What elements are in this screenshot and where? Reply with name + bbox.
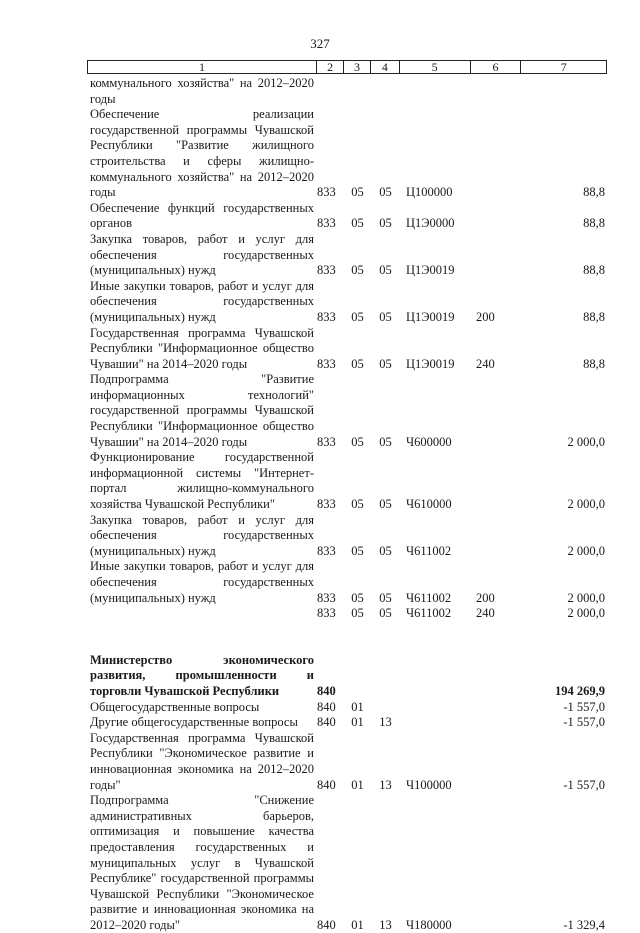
col-section: 05 [351,356,364,371]
table-row [90,606,605,622]
row-name: Подпрограмма "Развитие информационных технологий" государственной программы Чувашской Республики "Информационное общество Чувашии" на 2014–2020 годы [90,372,314,449]
col-ministry: 833 [317,216,336,231]
row-name: Иные закупки товаров, работ и услуг для обеспечения государственных (муниципальных) нужд [90,559,314,605]
table-header [87,60,607,74]
col-section: 05 [351,606,364,621]
row-name: Государственная программа Чувашской Республики "Информационное общество Чувашии" на 2014–2020 годы [90,325,314,371]
col-subsection: 05 [379,185,392,200]
col-ministry: 833 [317,497,336,512]
col-ministry: 833 [317,606,336,621]
col-section: 01 [351,777,364,792]
table-row [90,279,605,326]
table-row [90,107,605,201]
table-row-ministry [90,653,605,700]
col-ministry: 833 [317,185,336,200]
table-row [90,731,605,793]
col-ministry: 833 [317,434,336,449]
header-col-4: 4 [370,61,399,73]
col-amount: 2 000,0 [567,543,605,558]
col-target: Ч611002 [406,543,452,558]
table-row [90,201,605,232]
row-name: Обеспечение реализации государственной программы Чувашской Республики "Развитие жилищного строительства и сферы жилищно-коммунального хозяйства" на 2012–2020 годы [90,107,314,200]
col-section: 01 [351,699,364,714]
col-target: Ч180000 [406,917,452,932]
col-amount: 2 000,0 [567,497,605,512]
col-section: 05 [351,216,364,231]
row-name: Функционирование государственной информационной системы "Интернет-портал жилищно-коммунального хозяйства Чувашской Республики" [90,450,314,512]
row-name: Государственная программа Чувашской Республики "Экономическое развитие и инновационная экономика на 2012–2020 годы" [90,730,314,792]
col-expense-type: 240 [476,606,495,621]
col-expense-type: 200 [476,309,495,324]
col-section: 05 [351,185,364,200]
col-ministry: 833 [317,263,336,278]
col-ministry: 833 [317,543,336,558]
col-subsection: 05 [379,497,392,512]
col-ministry: 840 [317,683,336,698]
col-amount: 88,8 [583,309,605,324]
row-name: Обеспечение функций государственных органов [90,200,314,231]
col-amount: 2 000,0 [567,606,605,621]
header-col-1: 1 [199,60,206,74]
col-expense-type: 200 [476,590,495,605]
col-section: 01 [351,715,364,730]
col-ministry: 833 [317,309,336,324]
row-name: Закупка товаров, работ и услуг для обеспечения государственных (муниципальных) нужд [90,512,314,558]
col-amount: 2 000,0 [567,590,605,605]
col-ministry: 833 [317,356,336,371]
col-target: Ц1Э0019 [406,356,455,371]
col-target: Ц1Э0019 [406,263,455,278]
col-amount: 2 000,0 [567,434,605,449]
col-amount: 88,8 [583,356,605,371]
col-amount: -1 557,0 [563,715,605,730]
row-name: Общегосударственные вопросы [90,699,260,714]
col-amount: -1 557,0 [563,777,605,792]
col-target: Ц1Э0019 [406,309,455,324]
col-ministry: 840 [317,715,336,730]
col-amount: -1 557,0 [563,699,605,714]
header-col-6: 6 [470,61,521,73]
col-target: Ч600000 [406,434,452,449]
table-row [90,513,605,560]
table-row [90,450,605,512]
col-amount: -1 329,4 [563,917,605,932]
table-row [90,326,605,373]
col-ministry: 840 [317,699,336,714]
row-name: Закупка товаров, работ и услуг для обеспечения государственных (муниципальных) нужд [90,231,314,278]
header-col-2: 2 [316,61,343,73]
col-target: Ч610000 [406,497,452,512]
header-col-5: 5 [399,61,470,73]
col-subsection: 05 [379,543,392,558]
header-col-7: 7 [520,61,606,73]
col-amount: 88,8 [583,263,605,278]
col-section: 05 [351,497,364,512]
page-number: 327 [310,36,330,51]
col-target: Ц1Э0000 [406,216,455,231]
table-row [90,715,605,731]
col-target: Ч100000 [406,777,452,792]
col-ministry: 840 [317,917,336,932]
budget-table [90,76,605,933]
row-name: Другие общегосударственные вопросы [90,715,298,730]
col-ministry: 833 [317,590,336,605]
col-subsection: 05 [379,309,392,324]
section-gap [90,622,605,653]
header-col-3: 3 [343,61,370,73]
col-section: 05 [351,309,364,324]
table-row [90,700,605,716]
row-name: Министерство экономического развития, промышленности и торговли Чувашской Республики [90,652,314,698]
col-subsection: 05 [379,356,392,371]
table-row [90,232,605,279]
col-amount: 194 269,9 [555,683,605,698]
row-name: коммунального хозяйства" на 2012–2020 годы [90,76,314,106]
table-row [90,76,605,107]
col-amount: 88,8 [583,185,605,200]
col-target: Ч611002 [406,590,452,605]
col-target: Ц100000 [406,185,453,200]
col-subsection: 05 [379,590,392,605]
col-ministry: 840 [317,777,336,792]
col-target: Ч611002 [406,606,452,621]
table-row [90,559,605,606]
col-section: 05 [351,434,364,449]
col-amount: 88,8 [583,216,605,231]
row-name: Иные закупки товаров, работ и услуг для обеспечения государственных (муниципальных) нужд [90,278,314,324]
col-expense-type: 240 [476,356,495,371]
col-subsection: 05 [379,216,392,231]
col-subsection: 13 [379,715,392,730]
table-row [90,793,605,933]
col-subsection: 05 [379,434,392,449]
col-section: 05 [351,543,364,558]
col-section: 01 [351,917,364,932]
col-subsection: 13 [379,777,392,792]
col-subsection: 13 [379,917,392,932]
col-subsection: 05 [379,263,392,278]
col-section: 05 [351,590,364,605]
table-row [90,372,605,450]
row-name: Подпрограмма "Снижение административных барьеров, оптимизация и повышение качества предоставления государственных и муниципальных услуг в Чувашской Республике" государственной программы Чувашской Республики "Экономическое развитие и инновационная экономика на 2012–2020 годы" [90,793,314,932]
col-section: 05 [351,263,364,278]
col-subsection: 05 [379,606,392,621]
